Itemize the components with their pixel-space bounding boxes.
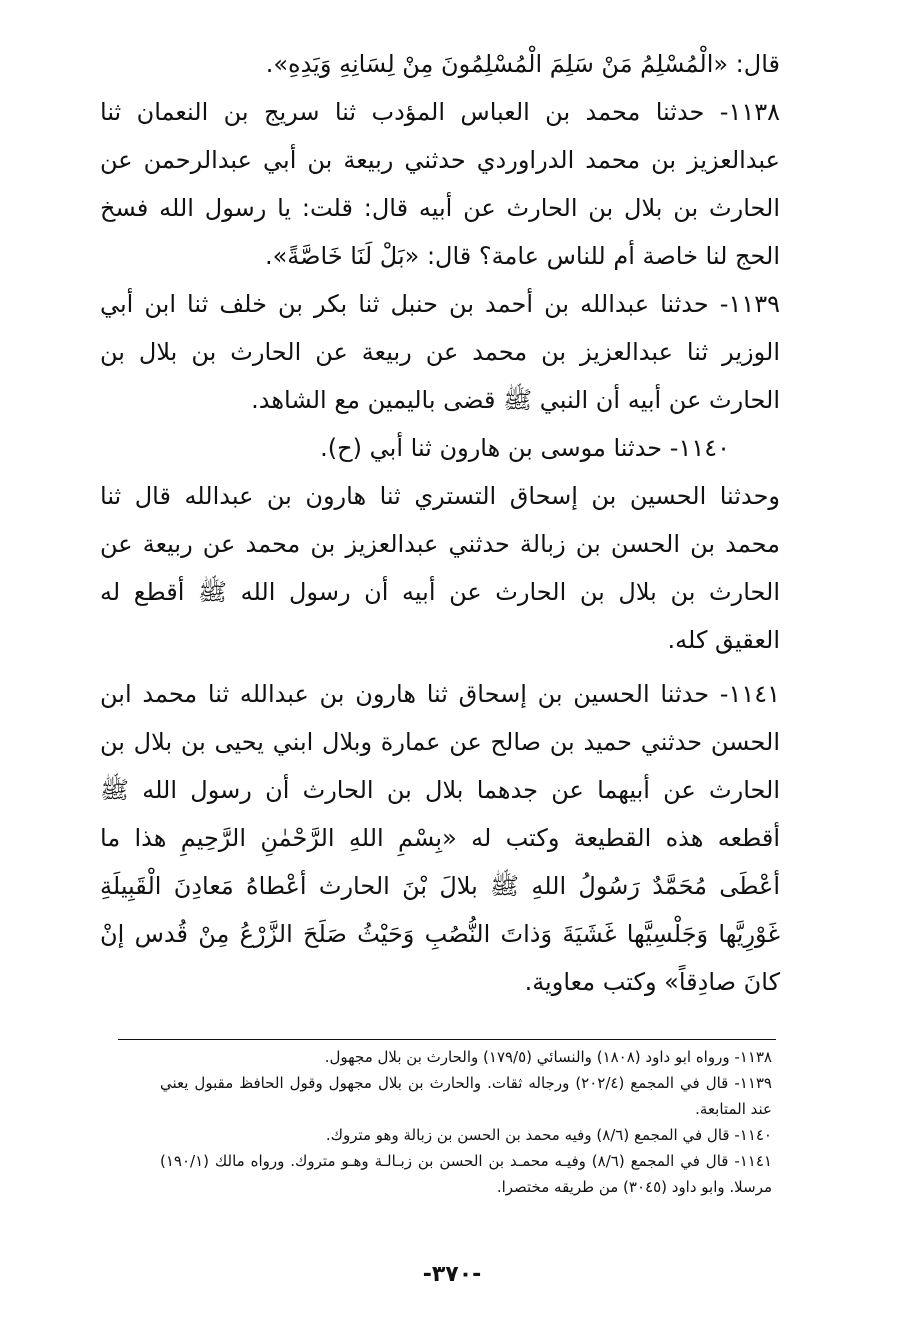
page-number: -٣٧٠- [422,1262,482,1287]
footnote-1138: ١١٣٨- ورواه ابو داود (١٨٠٨) والنسائي (١٧٩/٥) والحارث بن بلال مجهول. [324,1048,772,1066]
hadith-1139: ١١٣٩- حدثنا عبدالله بن أحمد بن حنبل ثنا بكر بن خلف ثنا ابن أبي الوزير ثنا عبدالعزيز بن محمد عن ربيعة عن الحارث بن بلال بن الحارث عن أبيه أن النبي ﷺ قضى باليمين مع الشاهد. [100,290,780,414]
footnote-divider [118,1039,776,1040]
hadith-1138: ١١٣٨- حدثنا محمد بن العباس المؤدب ثنا سريج بن النعمان ثنا عبدالعزيز بن محمد الدراوردي حدثني ربيعة بن أبي عبدالرحمن عن الحارث بن بلال بن الحارث عن أبيه قال: قلت: يا رسول الله فسخ الحج لنا خاصة أم للناس عامة؟ قال: «بَلْ لَنَا خَاصَّةً». [100,98,780,270]
footnote-1139: ١١٣٩- قال في المجمع (٢٠٢/٤) ورجاله ثقات. والحارث بن بلال مجهول وقول الحافظ مقبول يعني عند المتابعة. [160,1074,772,1118]
page-body [100,40,780,1006]
hadith-1140-chain: وحدثنا الحسين بن إسحاق التستري ثنا هارون بن عبدالله قال ثنا محمد بن الحسن بن زبالة حدثني عبدالعزيز بن محمد عن ربيعة عن الحارث بن بلال بن الحارث عن أبيه أن رسول الله ﷺ أقطع له العقيق كله. [100,482,780,654]
footnote-1140: ١١٤٠- قال في المجمع (٨/٦) وفيه محمد بن الحسن بن زبالة وهو متروك. [325,1126,772,1144]
main-text [100,40,780,1006]
footnote-1141: ١١٤١- قال في المجمع (٨/٦) وفيـه محمـد بن الحسن بن زبـالـة وهـو متروك. ورواه مالك (١٩٠/١) مرسلا. وابو داود (٣٠٤٥) من طريقه مختصرا. [160,1152,772,1196]
hadith-1140: ١١٤٠- حدثنا موسى بن هارون ثنا أبي (ح). [320,434,730,462]
hadith-1141: ١١٤١- حدثنا الحسين بن إسحاق ثنا هارون بن عبدالله ثنا محمد ابن الحسن حدثني حميد بن صالح عن عمارة وبلال ابني يحيى بن بلال بن الحارث عن أبيهما عن جدهما بلال بن الحارث أن رسول الله ﷺ أقطعه هذه القطيعة وكتب له «بِسْمِ اللهِ الرَّحْمٰنِ الرَّحِيمِ هذا ما أعْطَى مُحَمَّدٌ رَسُولُ اللهِ ﷺ بلالَ بْنَ الحارث أعْطاهُ مَعادِنَ الْقَبِيلَةِ غَوْرِيَّها وَجَلْسِيَّها غَشَيَةَ وَذاتَ النُّصُبِ وَحَيْثُ صَلَحَ الزَّرْعُ مِنْ قُدس إنْ كانَ صادِقاً» وكتب معاوية. [100,680,780,996]
hadith-ending: قال: «الْمُسْلِمُ مَنْ سَلِمَ الْمُسْلِمُونَ مِنْ لِسَانِهِ وَيَدِهِ». [265,50,780,78]
footnotes [160,1044,772,1200]
